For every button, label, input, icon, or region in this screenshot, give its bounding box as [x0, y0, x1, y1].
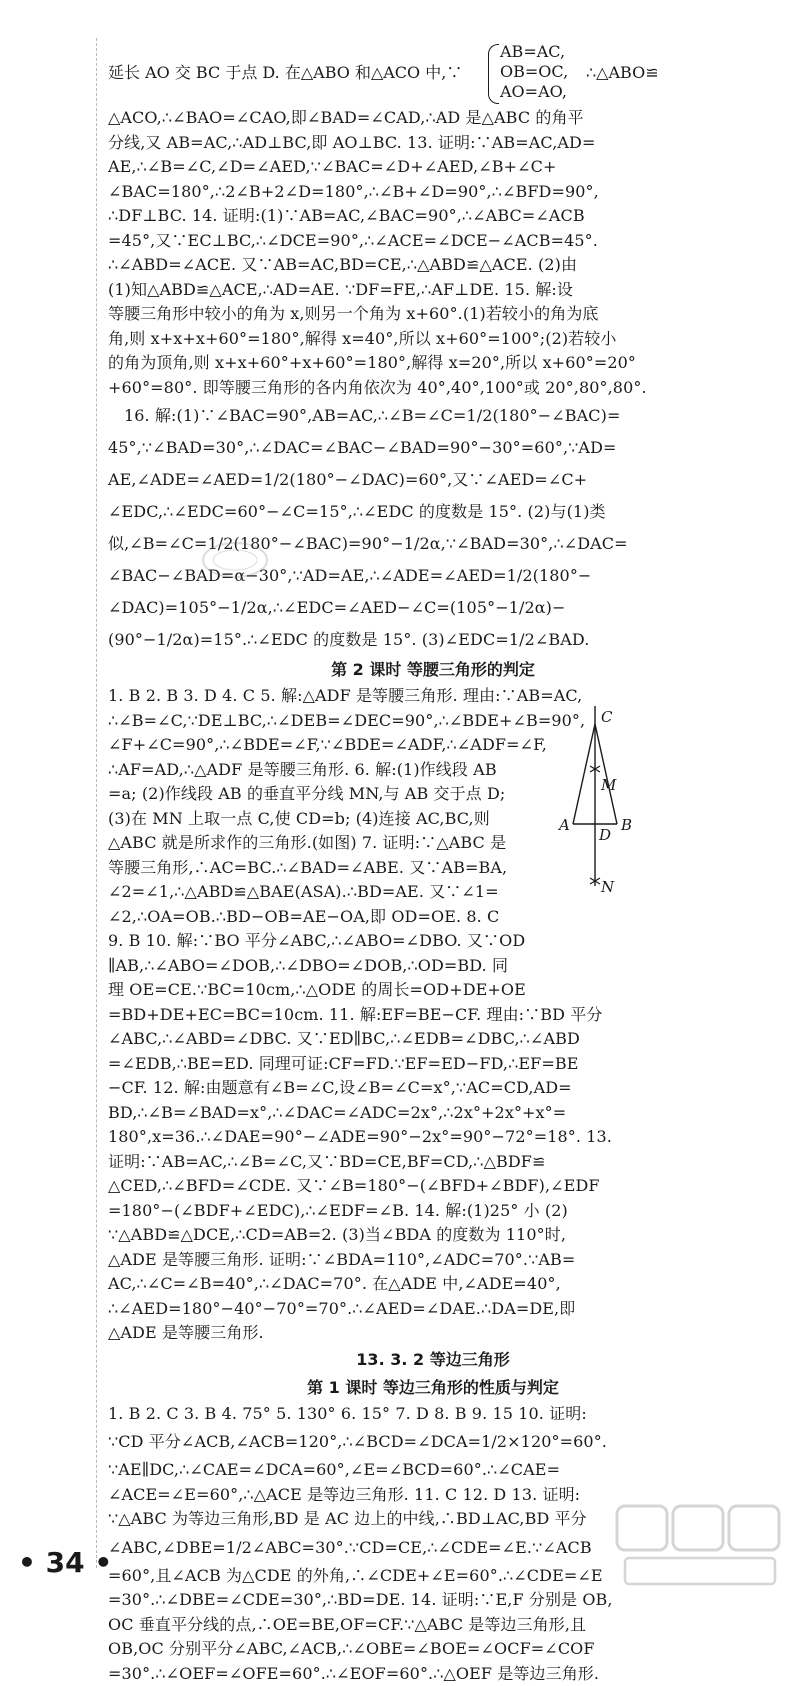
system-brace: [488, 44, 499, 104]
text-line: 45°,∵∠BAD=30°,∴∠DAC=∠BAC−∠BAD=90°−30°=60°,∵AD=: [108, 432, 758, 464]
text-line: −CF. 12. 解:由题意有∠B=∠C,设∠B=∠C=x°,∵AC=CD,AD=: [108, 1076, 758, 1101]
system-row: OB=OC,: [500, 62, 568, 82]
text-line: =180°−(∠BDF+∠EDC),∴∠EDF=∠B. 14. 解:(1)25° 小 (2): [108, 1199, 758, 1224]
text-line: 180°,x=36.∴∠DAE=90°−∠ADE=90°−2x°=90°−72°=18°. 13.: [108, 1125, 758, 1150]
text-line: 证明:∵AB=AC,∴∠B=∠C,又∵BD=CE,BF=CD,∴△BDF≌: [108, 1150, 758, 1175]
section-heading: 13. 3. 2 等边三角形: [108, 1346, 758, 1374]
text-line: ∴∠AED=180°−40°−70°=70°.∴∠AED=∠DAE.∴DA=DE,即: [108, 1297, 758, 1322]
figure-label: D: [598, 826, 611, 844]
system-row: AO=AO,: [500, 82, 568, 102]
isosceles-triangle-figure: [565, 706, 665, 896]
text-line: 的角为顶角,则 x+x+60°+x+60°=180°,解得 x=20°,所以 x+60°=20°: [108, 351, 758, 376]
section-heading: 第 2 课时 等腰三角形的判定: [108, 656, 758, 684]
text-line: ∠2,∴OA=OB.∴BD−OB=AE−OA,即 OD=OE. 8. C: [108, 905, 578, 930]
section-subheading: 第 1 课时 等边三角形的性质与判定: [108, 1374, 758, 1402]
text-line: =∠EDB,∴BE=ED. 同理可证:CF=FD.∵EF=ED−FD,∴EF=BE: [108, 1052, 758, 1077]
text-line: BD,∴∠B=∠BAD=x°,∴∠DAC=∠ADC=2x°,∴2x°+2x°+x°=: [108, 1101, 758, 1126]
text-line: +60°=80°. 即等腰三角形的各内角依次为 40°,40°,100°或 20°,80°,80°.: [108, 376, 758, 401]
text-line: △ACO,∴∠BAO=∠CAO,即∠BAD=∠CAD,∴AD 是△ABC 的角平: [108, 106, 758, 131]
system-tail-text: ∴△ABO≌: [586, 62, 659, 84]
text-line: ∴∠ABD=∠ACE. 又∵AB=AC,BD=CE,∴△ABD≌△ACE. (2)由: [108, 253, 758, 278]
text-line: ∵CD 平分∠ACB,∠ACB=120°,∴∠BCD=∠DCA=1/2×120°=60°.: [108, 1426, 758, 1458]
text-line: OB,OC 分别平分∠ABC,∠ACB,∴∠OBE=∠BOE=∠OCF=∠COF: [108, 1637, 758, 1662]
text-line: AC,∴∠C=∠B=40°,∴∠DAC=70°. 在△ADE 中,∠ADE=40°,: [108, 1272, 758, 1297]
text-line: 分线,又 AB=AC,∴AD⊥BC,即 AO⊥BC. 13. 证明:∵AB=AC,AD=: [108, 131, 758, 156]
text-line: OC 垂直平分线的点,∴OE=BE,OF=CF.∵△ABC 是等边三角形,且: [108, 1613, 758, 1638]
text-line: =BD+DE+EC=BC=10cm. 11. 解:EF=BE−CF. 理由:∵BD 平分: [108, 1003, 578, 1028]
triangle-side-ac: [573, 724, 595, 824]
text-line: ∴∠B=∠C,∵DE⊥BC,∴∠DEB=∠DEC=90°,∴∠BDE+∠B=90°,: [108, 709, 578, 734]
text-line: 似,∠B=∠C=1/2(180°−∠BAC)=90°−1/2α,∵∠BAD=30°,∴∠DAC=: [108, 528, 758, 560]
text-line: =30°.∴∠DBE=∠CDE=30°,∴BD=DE. 14. 证明:∵E,F 分别是 OB,: [108, 1588, 758, 1613]
page-number: • 34 •: [18, 1546, 112, 1579]
text-line: ∴DF⊥BC. 14. 证明:(1)∵AB=AC,∠BAC=90°,∴∠ABC=∠ACB: [108, 204, 758, 229]
figure-label: M: [600, 776, 617, 794]
text-line: 1. B 2. B 3. D 4. C 5. 解:△ADF 是等腰三角形. 理由:∵AB=AC,: [108, 684, 578, 709]
text-line: (3)在 MN 上取一点 C,使 CD=b; (4)连接 AC,BC,则: [108, 807, 578, 832]
text-line: △ADE 是等腰三角形. 证明:∵∠BDA=110°,∠ADC=70°.∵AB=: [108, 1248, 758, 1273]
text-line: 1. B 2. C 3. B 4. 75° 5. 130° 6. 15° 7. D 8. B 9. 15 10. 证明:: [108, 1402, 758, 1427]
figure-label: A: [557, 816, 570, 834]
text-line: AE,∴∠B=∠C,∠D=∠AED,∵∠BAC=∠D+∠AED,∠B+∠C+: [108, 155, 758, 180]
figure-label: C: [601, 708, 613, 726]
text-line: =45°,又∵EC⊥BC,∴∠DCE=90°,∴∠ACE=∠DCE−∠ACB=45°.: [108, 229, 758, 254]
text-line: △CED,∴∠BFD=∠CDE. 又∵∠B=180°−(∠BFD+∠BDF),∠EDF: [108, 1174, 758, 1199]
text-line: AE,∠ADE=∠AED=1/2(180°−∠DAC)=60°,又∵∠AED=∠C+: [108, 464, 758, 496]
text-line: =a; (2)作线段 AB 的垂直平分线 MN,与 AB 交于点 D;: [108, 782, 578, 807]
text-line: ∠EDC,∴∠EDC=60°−∠C=15°,∴∠EDC 的度数是 15°. (2)与(1)类: [108, 496, 758, 528]
text-line: 9. B 10. 解:∵BO 平分∠ABC,∴∠ABO=∠DBO. 又∵OD: [108, 929, 578, 954]
text-line: 等腰三角形中较小的角为 x,则另一个角为 x+60°.(1)若较小的角为底: [108, 302, 758, 327]
text-line: ∴AF=AD,∴△ADF 是等腰三角形. 6. 解:(1)作线段 AB: [108, 758, 578, 783]
system-lead-text: 延长 AO 交 BC 于点 D. 在△ABO 和△ACO 中,∵: [108, 62, 462, 84]
text-line: 16. 解:(1)∵∠BAC=90°,AB=AC,∴∠B=∠C=1/2(180°−∠BAC)=: [108, 400, 758, 432]
text-line: ∠ABC,∠DBE=1/2∠ABC=30°.∵CD=CE,∴∠CDE=∠E.∵∠ACB: [108, 1532, 758, 1564]
congruence-system-line: [108, 40, 758, 106]
text-line: ∠BAC−∠BAD=α−30°,∵AD=AE,∴∠ADE=∠AED=1/2(180°−: [108, 560, 758, 592]
text-line: ∵△ABC 为等边三角形,BD 是 AC 边上的中线,∴BD⊥AC,BD 平分: [108, 1507, 758, 1532]
system-row: AB=AC,: [500, 42, 568, 62]
text-line: ∥AB,∴∠ABO=∠DOB,∴∠DBO=∠DOB,∴OD=BD. 同: [108, 954, 578, 979]
text-line: ∠ACE=∠E=60°,∴△ACE 是等边三角形. 11. C 12. D 13. 证明:: [108, 1483, 758, 1508]
text-line: ∠F+∠C=90°,∴∠BDE=∠F,∵∠BDE=∠ADF,∴∠ADF=∠F,: [108, 733, 578, 758]
text-line: =60°,且∠ACB 为△CDE 的外角,∴∠CDE+∠E=60°.∴∠CDE=∠E: [108, 1564, 758, 1589]
text-line: (90°−1/2α)=15°.∴∠EDC 的度数是 15°. (3)∠EDC=1/2∠BAD.: [108, 624, 758, 656]
text-line: (1)知△ABD≌△ACE,∴AD=AE. ∵DF=FE,∴AF⊥DE. 15. 解:设: [108, 278, 758, 303]
watermark-logo: [615, 1500, 785, 1590]
figure-label: N: [600, 878, 615, 896]
text-line: △ABC 就是所求作的三角形.(如图) 7. 证明:∵△ABC 是: [108, 831, 578, 856]
equation-system: [500, 42, 568, 102]
text-line: 等腰三角形,∴AC=BC.∴∠BAD=∠ABE. 又∵AB=BA,: [108, 856, 578, 881]
figure-label: B: [620, 816, 632, 834]
text-line: 理 OE=CE.∵BC=10cm,∴△ODE 的周长=OD+DE+OE: [108, 978, 578, 1003]
text-line: 角,则 x+x+x+60°=180°,解得 x=40°,所以 x+60°=100°;(2)若较小: [108, 327, 758, 352]
triangle-side-bc: [595, 724, 617, 824]
text-line: ∠2=∠1,∴△ABD≌△BAE(ASA).∴BD=AE. 又∵∠1=: [108, 880, 578, 905]
text-line: △ADE 是等腰三角形.: [108, 1321, 758, 1346]
text-line: =30°.∴∠OEF=∠OFE=60°.∴∠EOF=60°.∴△OEF 是等边三角形.: [108, 1662, 758, 1686]
faint-seal-stamp: [200, 540, 270, 580]
text-line: ∠DAC)=105°−1/2α,∴∠EDC=∠AED−∠C=(105°−1/2α)−: [108, 592, 758, 624]
text-line: ∠ABC,∴∠ABD=∠DBC. 又∵ED∥BC,∴∠EDB=∠DBC,∴∠ABD: [108, 1027, 758, 1052]
text-line: ∠BAC=180°,∴2∠B+2∠D=180°,∴∠B+∠D=90°,∴∠BFD=90°,: [108, 180, 758, 205]
margin-rule: [96, 38, 97, 1568]
text-line: ∵AE∥DC,∴∠CAE=∠DCA=60°,∠E=∠BCD=60°.∴∠CAE=: [108, 1458, 758, 1483]
text-line: ∵△ABD≌△DCE,∴CD=AB=2. (3)当∠BDA 的度数为 110°时,: [108, 1223, 758, 1248]
